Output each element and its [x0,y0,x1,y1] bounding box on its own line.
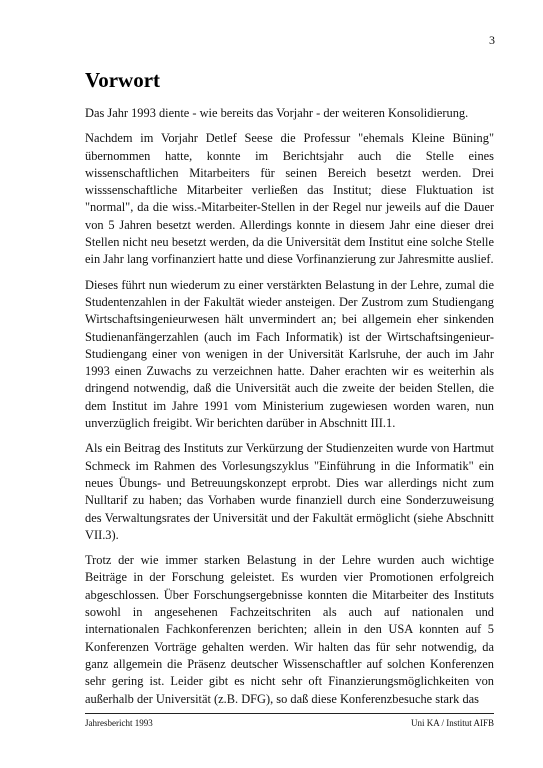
footer-report-title: Jahresbericht 1993 [85,718,153,728]
page-number: 3 [489,33,495,47]
paragraph-4: Als ein Beitrag des Instituts zur Verkürzung der Studienzeiten wurde von Hartmut Schmeck im Rahmen des Vorlesungszyklus "Einführung in die Informatik" ein neues Übungs- und Betreuungskonzept erprobt. Dies war allerdings nicht zum Nulltarif zu haben; das Vorhaben wurde finanziell durch eine Sonderzuweisung des Verwaltungsrates der Universität und der Fakultät ermöglicht (siehe Abschnitt VII.3). [85,441,494,542]
paragraph-2: Nachdem im Vorjahr Detlef Seese die Professur "ehemals Kleine Büning" übernommen hatte, konnte im Berichtsjahr auch die Stelle eines wissenschaftlichen Mitarbeiters für seinen Bereich besetzt werden. Drei wisssenschaftliche Mitarbeiter verließen das Institut; diese Fluktuation ist "normal", da die wiss.-Mitarbeiter-Stellen in der Regel nur jeweils auf die Dauer von 5 Jahren besetzt werden. Allerdings konnte in diesem Jahr eine dieser drei Stellen nicht neu besetzt werden, da die Universität dem Institut eine solche Stelle ein Jahr lang vorfinanziert hatte und diese Vorfinanzierung zur Jahresmitte auslief. [85,131,494,267]
paragraph-3: Dieses führt nun wiederum zu einer verstärkten Belastung in der Lehre, zumal die Studentenzahlen in der Fakultät wieder ansteigen. Der Zustrom zum Studiengang Wirtschaftsingenieurwesen hält unvermindert an; bei allgemein eher sinkenden Studienanfängerzahlen (auch im Fach Informatik) ist der Wirtschaftsingenieur-Studiengang einer von wenigen in der Universität Karlsruhe, der auch im Jahr 1993 einen Zuwachs zu verzeichnen hatte. Daher erachten wir es weiterhin als dringend notwendig, daß die Universität auch die zweite der beiden Stellen, die dem Institut im Jahre 1991 vom Ministerium zugewiesen worden waren, nun unverzüglich freigibt. Wir berichten darüber in Abschnitt III.1. [85,277,494,431]
footer-divider [85,713,494,714]
body-text [85,105,494,716]
paragraph-1: Das Jahr 1993 diente - wie bereits das Vorjahr - der weiteren Konsolidierung. [85,106,469,120]
footer-institution: Uni KA / Institut AIFB [410,718,494,728]
paragraph-5: Trotz der wie immer starken Belastung in der Lehre wurden auch wichtige Beiträge in der Forschung geleistet. Es wurden vier Promotionen erfolgreich abgeschlossen. Über Forschungsergebnisse konnten die Mitarbeiter des Instituts sowohl in angesehenen Fachzeitschriten als auch auf nationalen und internationalen Fachkonferenzen berichten; allein in den USA konnten auf 5 Konferenzen Vorträge gehalten werden. Wir halten das für sehr notwendig, da ganz allgemein die Präsenz deutscher Wissenschaftler auf solchen Konferenzen sehr gering ist. Leider gibt es nicht sehr oft Finanzierungsmöglichkeiten von außerhalb der Universität (z.B. DFG), so daß diese Konferenzbesuche stark das [85,553,494,706]
section-heading: Vorwort [85,68,161,92]
